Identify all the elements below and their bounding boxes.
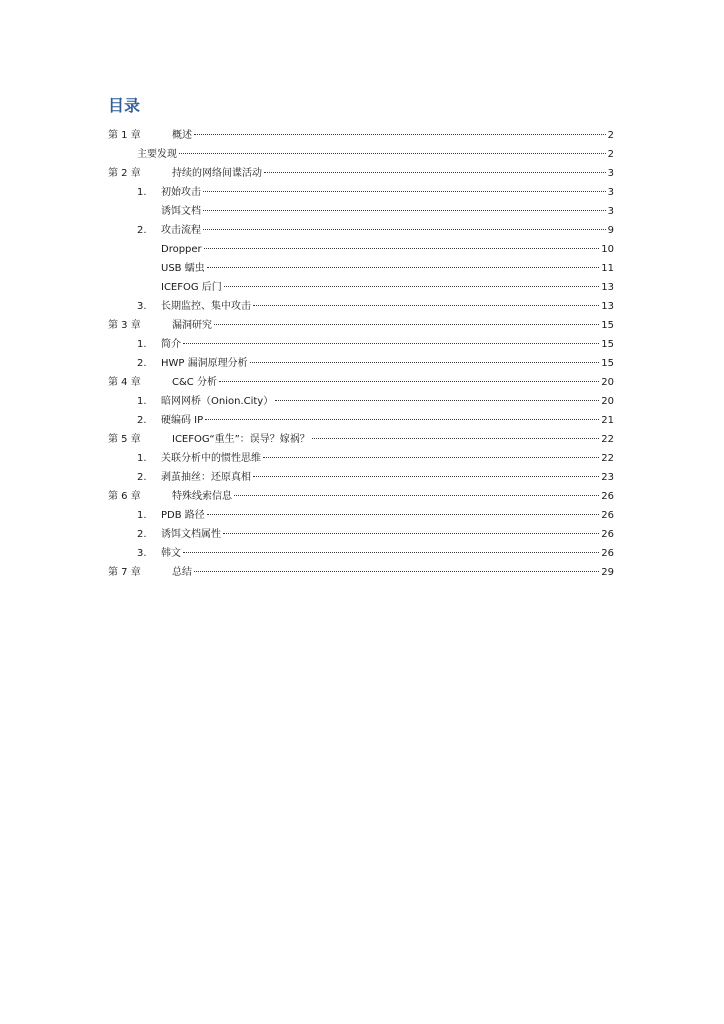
toc-entry-link[interactable]	[161, 506, 614, 525]
toc-entry-link[interactable]	[161, 544, 614, 563]
dot-leader	[219, 381, 599, 382]
toc-entry-label: 总结	[172, 567, 192, 578]
toc-entry-page-number: 3	[607, 168, 614, 179]
dot-leader	[253, 476, 599, 477]
toc-entry-label: 韩文	[161, 548, 181, 559]
toc-entry-page-number: 22	[601, 434, 614, 445]
toc-entry-number: 1.	[137, 187, 147, 198]
toc-entry-link[interactable]	[161, 221, 614, 240]
toc-entry-label: PDB 路径	[161, 510, 205, 521]
toc-entry-page-number: 2	[607, 149, 614, 160]
toc-entry-link[interactable]	[161, 202, 614, 221]
toc-entry-number: 第 5 章	[108, 434, 141, 445]
toc-entry[interactable]	[0, 392, 724, 411]
dot-leader	[214, 324, 599, 325]
toc-entry[interactable]	[0, 430, 724, 449]
toc-entry-link[interactable]	[161, 411, 614, 430]
toc-entry-link[interactable]	[161, 525, 614, 544]
toc-entry-label: 初始攻击	[161, 187, 201, 198]
toc-entry-label: 关联分析中的惯性思维	[161, 453, 261, 464]
dot-leader	[264, 172, 606, 173]
toc-entry[interactable]	[0, 297, 724, 316]
dot-leader	[223, 533, 599, 534]
dot-leader	[263, 457, 599, 458]
toc-entry-link[interactable]	[161, 449, 614, 468]
toc-entry-label: 长期监控、集中攻击	[161, 301, 251, 312]
toc-entry-link[interactable]	[137, 145, 614, 164]
toc-entry-page-number: 20	[601, 377, 614, 388]
toc-entry-link[interactable]	[172, 563, 614, 582]
toc-entry-label: ICEFOG 后门	[161, 282, 222, 293]
toc-list	[0, 126, 724, 582]
toc-entry-label: 诱饵文档	[161, 206, 201, 217]
dot-leader	[250, 362, 600, 363]
dot-leader	[312, 438, 600, 439]
toc-entry-page-number: 26	[601, 510, 614, 521]
toc-entry[interactable]	[0, 316, 724, 335]
toc-entry-label: 攻击流程	[161, 225, 201, 236]
dot-leader	[183, 343, 599, 344]
toc-entry-label: 诱饵文档属性	[161, 529, 221, 540]
toc-entry-link[interactable]	[172, 316, 614, 335]
dot-leader	[234, 495, 599, 496]
toc-entry-link[interactable]	[161, 468, 614, 487]
toc-entry-label: HWP 漏洞原理分析	[161, 358, 248, 369]
toc-entry-label: 主要发现	[137, 149, 177, 160]
toc-entry[interactable]	[0, 525, 724, 544]
dot-leader	[203, 229, 606, 230]
toc-entry-number: 2.	[137, 415, 147, 426]
toc-entry-page-number: 21	[601, 415, 614, 426]
dot-leader	[204, 248, 600, 249]
toc-entry-label: 暗网网桥（Onion.City）	[161, 396, 274, 407]
toc-entry-link[interactable]	[172, 430, 614, 449]
toc-title: 目录	[108, 96, 141, 115]
toc-entry-label: 持续的网络间谍活动	[172, 168, 262, 179]
toc-entry-page-number: 15	[601, 358, 614, 369]
toc-entry[interactable]	[0, 240, 724, 259]
dot-leader	[194, 134, 606, 135]
toc-entry-page-number: 13	[601, 282, 614, 293]
toc-entry[interactable]	[0, 335, 724, 354]
toc-entry-number: 2.	[137, 529, 147, 540]
toc-entry[interactable]	[0, 164, 724, 183]
toc-entry[interactable]	[0, 411, 724, 430]
toc-entry-page-number: 26	[601, 548, 614, 559]
toc-entry[interactable]	[0, 506, 724, 525]
toc-entry-number: 第 3 章	[108, 320, 141, 331]
toc-entry-label: 漏洞研究	[172, 320, 212, 331]
toc-entry-link[interactable]	[172, 164, 614, 183]
toc-entry-number: 1.	[137, 396, 147, 407]
toc-entry-number: 2.	[137, 225, 147, 236]
toc-entry[interactable]	[0, 544, 724, 563]
toc-entry-page-number: 29	[601, 567, 614, 578]
toc-entry-link[interactable]	[161, 335, 614, 354]
dot-leader	[253, 305, 599, 306]
toc-entry-page-number: 13	[601, 301, 614, 312]
dot-leader	[207, 267, 600, 268]
toc-entry-number: 第 2 章	[108, 168, 141, 179]
toc-entry-page-number: 26	[601, 491, 614, 502]
toc-entry[interactable]	[0, 278, 724, 297]
dot-leader	[183, 552, 599, 553]
toc-entry-number: 1.	[137, 510, 147, 521]
toc-entry[interactable]	[0, 563, 724, 582]
toc-entry-link[interactable]	[161, 354, 614, 373]
toc-entry-page-number: 23	[601, 472, 614, 483]
toc-entry-link[interactable]	[161, 240, 614, 259]
toc-entry-number: 第 1 章	[108, 130, 141, 141]
toc-entry-number: 2.	[137, 358, 147, 369]
dot-leader	[207, 514, 599, 515]
toc-entry-number: 1.	[137, 453, 147, 464]
toc-entry-page-number: 3	[607, 187, 614, 198]
dot-leader	[275, 400, 599, 401]
toc-entry-page-number: 11	[601, 263, 614, 274]
toc-entry-link[interactable]	[172, 487, 614, 506]
toc-entry[interactable]	[0, 259, 724, 278]
toc-entry-link[interactable]	[161, 183, 614, 202]
toc-entry-page-number: 15	[601, 320, 614, 331]
toc-entry-number: 第 7 章	[108, 567, 141, 578]
toc-entry-number: 3.	[137, 301, 147, 312]
toc-entry[interactable]	[0, 487, 724, 506]
toc-entry-link[interactable]	[161, 297, 614, 316]
toc-entry-link[interactable]	[161, 259, 614, 278]
toc-entry[interactable]	[0, 449, 724, 468]
toc-entry-page-number: 22	[601, 453, 614, 464]
toc-entry-label: C&C 分析	[172, 377, 217, 388]
toc-entry-page-number: 15	[601, 339, 614, 350]
toc-entry-number: 第 4 章	[108, 377, 141, 388]
toc-entry-label: 硬编码 IP	[161, 415, 204, 426]
toc-entry-page-number: 2	[607, 130, 614, 141]
toc-entry-page-number: 3	[607, 206, 614, 217]
toc-entry-page-number: 26	[601, 529, 614, 540]
dot-leader	[179, 153, 606, 154]
dot-leader	[203, 191, 606, 192]
toc-entry-label: 特殊线索信息	[172, 491, 232, 502]
dot-leader	[194, 571, 599, 572]
toc-entry-page-number: 20	[601, 396, 614, 407]
toc-entry[interactable]	[0, 126, 724, 145]
toc-entry[interactable]	[0, 145, 724, 164]
toc-entry-number: 第 6 章	[108, 491, 141, 502]
toc-entry-page-number: 10	[601, 244, 614, 255]
toc-entry-label: ICEFOG“重生”：误导？嫁祸？	[172, 434, 310, 445]
toc-entry-link[interactable]	[161, 278, 614, 297]
toc-entry-number: 2.	[137, 472, 147, 483]
dot-leader	[203, 210, 606, 211]
dot-leader	[224, 286, 599, 287]
toc-entry-label: USB 蠕虫	[161, 263, 205, 274]
toc-entry[interactable]	[0, 221, 724, 240]
dot-leader	[205, 419, 599, 420]
toc-entry[interactable]	[0, 202, 724, 221]
toc-entry-link[interactable]	[172, 373, 614, 392]
toc-entry-page-number: 9	[607, 225, 614, 236]
toc-entry[interactable]	[0, 373, 724, 392]
toc-entry[interactable]	[0, 183, 724, 202]
toc-entry-label: Dropper	[161, 244, 202, 255]
toc-entry-link[interactable]	[161, 392, 614, 411]
toc-entry-number: 3.	[137, 548, 147, 559]
toc-entry-label: 概述	[172, 130, 192, 141]
toc-entry-number: 1.	[137, 339, 147, 350]
toc-entry-link[interactable]	[172, 126, 614, 145]
toc-entry-label: 剥茧抽丝：还原真相	[161, 472, 251, 483]
toc-entry-label: 简介	[161, 339, 181, 350]
toc-entry[interactable]	[0, 354, 724, 373]
toc-entry[interactable]	[0, 468, 724, 487]
